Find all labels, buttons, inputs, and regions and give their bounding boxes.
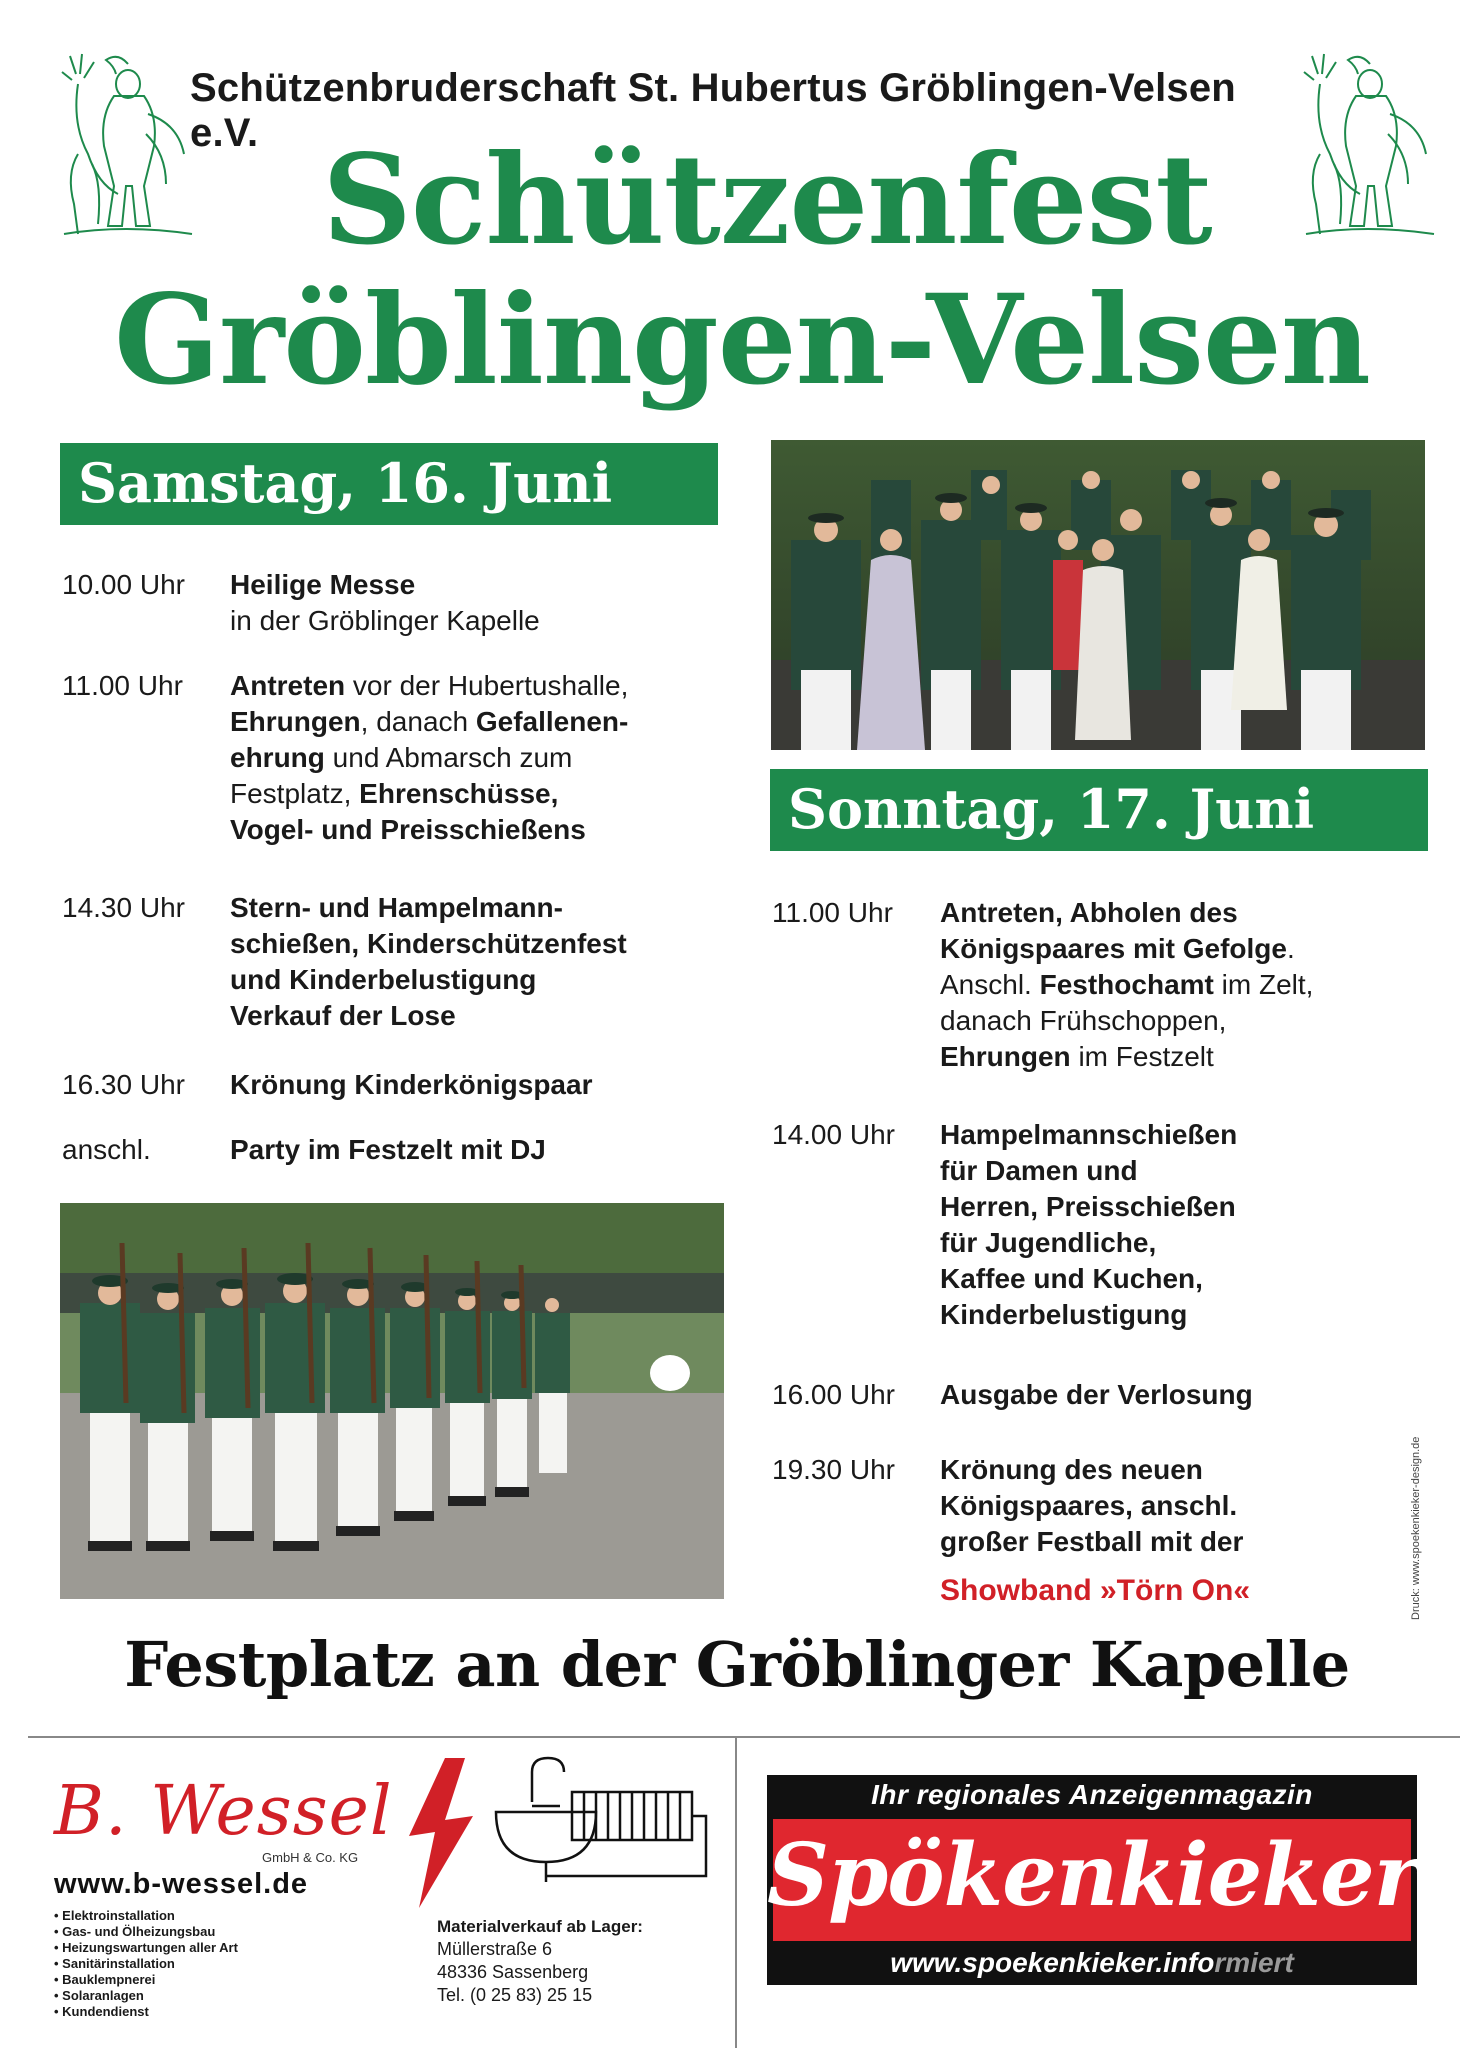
schedule-row bbox=[62, 668, 722, 848]
event-text: und Abmarsch zum bbox=[324, 742, 573, 773]
event-time: 16.30 Uhr bbox=[62, 1069, 185, 1100]
schedule-row bbox=[772, 1377, 1432, 1413]
event-time: anschl. bbox=[62, 1134, 151, 1165]
event-text-bold: Stern- und Hampelmann- bbox=[230, 892, 563, 923]
saturday-banner: Samstag, 16. Juni bbox=[60, 443, 718, 525]
event-text-bold: Krönung des neuen bbox=[940, 1454, 1203, 1485]
event-time: 10.00 Uhr bbox=[62, 569, 185, 600]
event-description bbox=[230, 1067, 722, 1103]
print-credit: Druck: www.spoekenkieker-design.de bbox=[1410, 1436, 1422, 1620]
event-text-bold: Ausgabe der Verlosung bbox=[940, 1379, 1253, 1410]
address-city: 48336 Sassenberg bbox=[437, 1962, 589, 1982]
event-text-bold: Königspaares mit Gefolge bbox=[940, 933, 1287, 964]
riflemen-parade-photo bbox=[60, 1203, 724, 1599]
footer-divider bbox=[28, 1736, 1460, 1738]
festival-title: Schützenfest bbox=[322, 128, 1212, 273]
spoekenkieker-tagline: Ihr regionales Anzeigenmagazin bbox=[871, 1779, 1313, 1810]
event-description bbox=[230, 668, 722, 848]
event-text: im Festzelt bbox=[1070, 1041, 1214, 1072]
event-text-bold: Festhochamt bbox=[1039, 969, 1214, 1000]
event-text: vor der Hubertushalle, bbox=[345, 670, 629, 701]
event-time: 11.00 Uhr bbox=[772, 897, 893, 928]
schedule-row bbox=[62, 567, 722, 639]
service-item: • Gas- und Ölheizungsbau bbox=[54, 1924, 238, 1940]
lightning-bolt-icon bbox=[405, 1758, 477, 1908]
wessel-company-type: GmbH & Co. KG bbox=[262, 1850, 359, 1865]
footer-column-divider bbox=[735, 1738, 737, 2048]
event-text: , danach bbox=[360, 706, 476, 737]
event-text: Festplatz, bbox=[230, 778, 360, 809]
event-text-bold: Heilige Messe bbox=[230, 569, 416, 600]
royal-couple-group-photo bbox=[771, 440, 1425, 750]
event-text-bold: Königspaares, anschl. bbox=[940, 1490, 1238, 1521]
address-street: Müllerstraße 6 bbox=[437, 1939, 553, 1959]
phone-number: Tel. (0 25 83) 25 15 bbox=[437, 1985, 593, 2005]
sink-radiator-icon bbox=[492, 1752, 712, 1894]
event-text: im Zelt, bbox=[1213, 969, 1314, 1000]
service-item: • Bauklempnerei bbox=[54, 1972, 238, 1988]
schedule-row bbox=[772, 895, 1432, 1075]
event-text-bold: schießen, Kinderschützenfest bbox=[230, 928, 627, 959]
spoekenkieker-logo: Spökenkieker bbox=[767, 1825, 1419, 1926]
event-description bbox=[940, 1117, 1432, 1333]
service-item: • Elektroinstallation bbox=[54, 1908, 238, 1924]
event-text: . bbox=[1286, 933, 1295, 964]
event-text: Anschl. bbox=[940, 969, 1040, 1000]
event-description bbox=[940, 1377, 1432, 1413]
event-text-bold: Ehrenschüsse, bbox=[359, 778, 559, 809]
service-item: • Heizungswartungen aller Art bbox=[54, 1940, 238, 1956]
schedule-row bbox=[62, 1067, 722, 1103]
event-text-bold: Party im Festzelt mit DJ bbox=[230, 1134, 546, 1165]
event-text-bold: Kinderbelustigung bbox=[940, 1299, 1188, 1330]
event-time: 11.00 Uhr bbox=[62, 670, 183, 701]
event-text-bold: Antreten bbox=[230, 670, 346, 701]
event-text-bold: und Kinderbelustigung bbox=[230, 964, 537, 995]
event-text-bold: Kaffee und Kuchen, bbox=[940, 1263, 1203, 1294]
event-time: 14.30 Uhr bbox=[62, 892, 185, 923]
event-text-bold: für Jugendliche, bbox=[940, 1227, 1157, 1258]
event-description bbox=[940, 895, 1432, 1075]
sunday-banner: Sonntag, 17. Juni bbox=[770, 769, 1428, 851]
service-item: • Sanitärinstallation bbox=[54, 1956, 238, 1972]
spoekenkieker-website[interactable] bbox=[767, 1947, 1417, 1979]
schedule-row bbox=[772, 1117, 1432, 1333]
event-description bbox=[230, 567, 722, 639]
event-text-bold: großer Festball mit der bbox=[940, 1526, 1244, 1557]
event-text: in der Gröblinger Kapelle bbox=[230, 605, 540, 636]
event-text-bold: Herren, Preisschießen bbox=[940, 1191, 1236, 1222]
spoekenkieker-url-suffix: rmiert bbox=[1214, 1947, 1294, 1978]
festplatz-location: Festplatz an der Gröblinger Kapelle bbox=[124, 1628, 1350, 1701]
event-description bbox=[230, 1132, 722, 1168]
wessel-website[interactable]: www.b-wessel.de bbox=[54, 1868, 309, 1900]
event-description bbox=[940, 1452, 1432, 1560]
event-text-bold: Verkauf der Lose bbox=[230, 1000, 456, 1031]
event-description bbox=[230, 890, 722, 1034]
spoekenkieker-url: www.spoekenkieker.info bbox=[890, 1947, 1215, 1978]
event-text-bold: ehrung bbox=[230, 742, 325, 773]
event-text-bold: Vogel- und Preisschießens bbox=[230, 814, 586, 845]
schedule-row bbox=[62, 890, 722, 1034]
wessel-address bbox=[437, 1915, 643, 2007]
event-text-bold: Gefallenen- bbox=[475, 706, 629, 737]
wessel-services-list bbox=[54, 1908, 238, 2020]
event-text-bold: Krönung Kinderkönigspaar bbox=[230, 1069, 593, 1100]
event-text-bold: Antreten, Abholen des bbox=[940, 897, 1238, 928]
showband-name: Showband »Törn On« bbox=[940, 1574, 1251, 1607]
event-time: 16.00 Uhr bbox=[772, 1379, 895, 1410]
event-time: 19.30 Uhr bbox=[772, 1454, 895, 1485]
lager-title: Materialverkauf ab Lager: bbox=[437, 1917, 643, 1936]
service-item: • Kundendienst bbox=[54, 2004, 238, 2020]
wessel-logo: B. Wessel bbox=[54, 1772, 393, 1851]
festival-location-title: Gröblingen-Velsen bbox=[114, 268, 1370, 413]
event-text-bold: Ehrungen bbox=[940, 1041, 1071, 1072]
event-text-bold: Ehrungen bbox=[230, 706, 361, 737]
event-time: 14.00 Uhr bbox=[772, 1119, 895, 1150]
schedule-row bbox=[62, 1132, 722, 1168]
event-text: danach Frühschoppen, bbox=[940, 1005, 1227, 1036]
service-item: • Solaranlagen bbox=[54, 1988, 238, 2004]
club-name: Schützenbruderschaft St. Hubertus Gröblingen-Velsen e.V. bbox=[190, 66, 1236, 155]
event-text-bold: Hampelmannschießen bbox=[940, 1119, 1238, 1150]
event-text-bold: für Damen und bbox=[940, 1155, 1138, 1186]
spoekenkieker-ad bbox=[767, 1775, 1417, 1985]
schedule-row bbox=[772, 1452, 1432, 1560]
